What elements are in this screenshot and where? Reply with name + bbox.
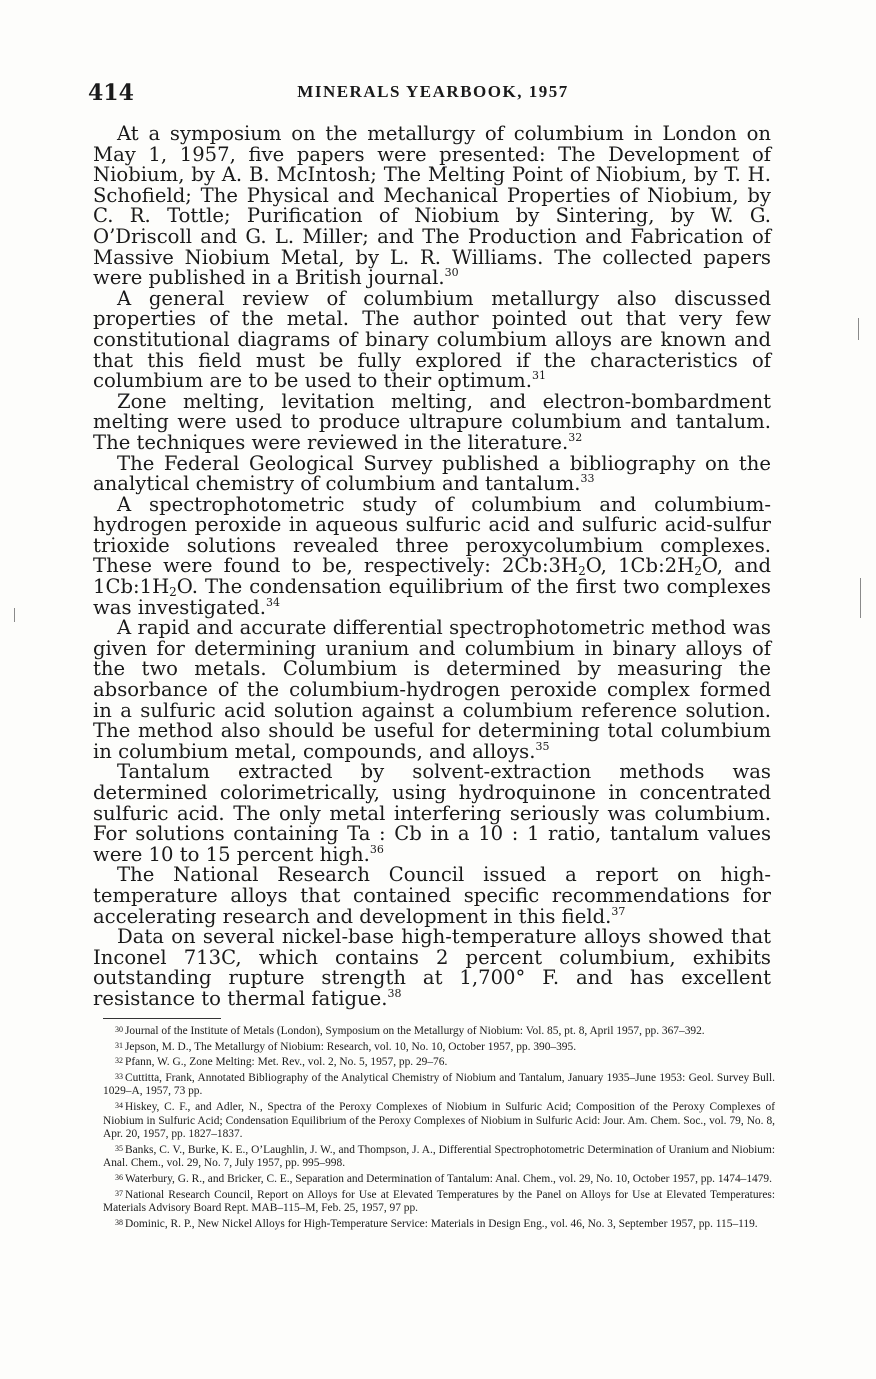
- paragraph-text: The Federal Geological Survey published a bibliography on the analytical chemistry of columbium and tantalum.: [93, 451, 771, 496]
- body-text: [93, 124, 771, 1010]
- paragraph-text: Data on several nickel-base high-temperature alloys showed that Inconel 713C, which contains 2 percent columbium, exhibits outstanding rupture strength at 1,700° F. and has excellent resistance to thermal fatigue.: [93, 925, 771, 1010]
- footnote-text: Pfann, W. G., Zone Melting: Met. Rev., vol. 2, No. 5, 1957, pp. 29–76.: [125, 1056, 448, 1069]
- chemical-formula: $1Cb:1H_2O$.: [93, 575, 198, 600]
- footnote-number: 31: [115, 1040, 123, 1050]
- footnote-ref: 33: [580, 472, 595, 486]
- footnote-number: 30: [115, 1025, 123, 1034]
- footnote: [103, 1187, 775, 1216]
- footnote-number: 34: [115, 1100, 123, 1110]
- footnote: [103, 1054, 775, 1070]
- footnote-text: Banks, C. V., Burke, K. E., O’Laughlin, J. W., and Thompson, J. A., Differential Spectrophotometric Determination of Uranium and Niobium: Anal. Chem., vol. 29, No. 7, July 1957, pp. 995–998.: [103, 1143, 775, 1170]
- footnote-number: 37: [115, 1188, 123, 1198]
- running-head: MINERALS YEARBOOK, 1957: [297, 82, 569, 101]
- paragraph: [93, 618, 771, 762]
- footnote: [103, 1216, 775, 1232]
- paragraph-text: The National Research Council issued a report on high-temperature alloys that contained specific recommendations for accelerating research and development in this field.: [93, 863, 771, 928]
- scan-mark: [858, 318, 859, 340]
- paragraph: [93, 927, 771, 1009]
- footnote-number: 32: [115, 1056, 123, 1066]
- paragraph-text: Tantalum extracted by solvent-extraction methods was determined colorimetrically, using hydroquinone in concentrated sulfuric acid. The only metal interfering seriously was columbium. For solutions containing Ta : Cb in a 10 : 1 ratio, tantalum values were 10 to 15 percent high.: [93, 760, 771, 866]
- footnote-text: Dominic, R. P., New Nickel Alloys for High-Temperature Service: Materials in Design Eng., vol. 46, No. 3, September 1957, pp. 115–119.: [125, 1217, 758, 1230]
- paragraph-text: At a symposium on the metallurgy of columbium in London on May 1, 1957, five papers were presented: The Development of Niobium, by A. B. McIntosh; The Melting Point of Niobium, by T. H. Schofield; The Physical and Mechanical Properties of Niobium, by C. R. Tottle; Purification of Niobium by Sintering, by W. G. O’Driscoll and G. L. Miller; and The Production and Fabrication of Massive Niobium Metal, by L. R. Williams. The collected papers were published in a British journal.: [93, 122, 771, 290]
- chemical-formula: $1Cb:2H_2O$, and: [618, 554, 772, 579]
- footnote-ref: 30: [444, 266, 459, 280]
- paragraph: [93, 762, 771, 865]
- footnote-text: Hiskey, C. F., and Adler, N., Spectra of the Peroxy Complexes of Niobium in Sulfuric Acid; Composition of the Peroxy Complexes of Niobium in Sulfuric Acid; Condensation Equilibrium of the Peroxy Complexes of Niobium in Sulfuric Acid: Jour. Am. Chem. Soc., vol. 79, No. 8, Apr. 20, 1957, pp. 1827–1837.: [103, 1100, 775, 1141]
- paragraph-text: Zone melting, levitation melting, and electron-bombardment melting were used to produce ultrapure columbium and tantalum. The techniques were reviewed in the literature.: [93, 389, 771, 454]
- footnote-number: 35: [115, 1143, 123, 1153]
- paragraph: [93, 451, 771, 496]
- footnote-ref: 31: [531, 369, 546, 383]
- paragraph-text: The condensation equilibrium of the first two complexes was investigated.: [93, 575, 771, 619]
- paragraph: [93, 124, 771, 289]
- footnote-ref: 38: [387, 986, 402, 1000]
- footnote-ref: 32: [568, 430, 583, 444]
- footnotes: [103, 1023, 775, 1231]
- footnote: [103, 1099, 775, 1142]
- scan-mark: [860, 578, 861, 618]
- paragraph-text: A spectrophotometric study of columbium and columbium-hydrogen peroxide in aqueous sulfuric acid and sulfuric acid-sulfur trioxide solutions revealed three peroxycolumbium complexes. These were found to be, respectively:: [93, 492, 771, 578]
- footnote: [103, 1142, 775, 1171]
- page-header: [88, 78, 778, 112]
- footnote-ref: 34: [265, 595, 280, 609]
- footnote: [103, 1039, 775, 1055]
- footnote-number: 36: [115, 1172, 123, 1182]
- footnote-text: Waterbury, G. R., and Bricker, C. E., Separation and Determination of Tantalum: Anal. Chem., vol. 29, No. 10, October 1957, pp. 1474–1479.: [125, 1172, 772, 1185]
- page-number: 414: [88, 80, 134, 106]
- paragraph-text: A rapid and accurate differential spectrophotometric method was given for determining uranium and columbium in binary alloys of the two metals. Columbium is determined by measuring the absorbance of the columbium-hydrogen peroxide complex formed in a sulfuric acid solution against a columbium reference solution. The method also should be useful for determining total columbium in columbium metal, compounds, and alloys.: [93, 616, 771, 763]
- footnote-ref: 37: [611, 904, 626, 918]
- footnote-text: Cuttitta, Frank, Annotated Bibliography of the Analytical Chemistry of Niobium and Tantalum, January 1935–June 1953: Geol. Survey Bull. 1029–A, 1957, 73 pp.: [103, 1071, 775, 1098]
- footnote-text: Jepson, M. D., The Metallurgy of Niobium: Research, vol. 10, No. 10, October 1957, pp. 390–395.: [125, 1040, 577, 1053]
- scan-mark: [14, 608, 15, 622]
- footnote-text: Journal of the Institute of Metals (London), Symposium on the Metallurgy of Niobium: Vol. 85, pt. 8, April 1957, pp. 367–392.: [125, 1025, 705, 1037]
- footnote: [103, 1070, 775, 1099]
- chemical-formula: $2Cb:3H_2O$,: [501, 554, 619, 579]
- footnote-ref: 35: [535, 739, 550, 753]
- footnote-divider: [103, 1018, 221, 1019]
- paragraph: [93, 865, 771, 927]
- paragraph: [93, 389, 771, 454]
- paragraph-text: A general review of columbium metallurgy also discussed properties of the metal. The author pointed out that very few constitutional diagrams of binary columbium alloys are known and that this field must be fully explored if the characteristics of columbium are to be used to their optimum.: [93, 286, 771, 393]
- paragraph: [93, 492, 772, 619]
- footnote-number: 33: [115, 1071, 123, 1081]
- footnote: [103, 1023, 775, 1039]
- paragraph: [93, 286, 771, 393]
- footnote-ref: 36: [369, 842, 384, 856]
- footnote: [103, 1171, 775, 1187]
- footnote-text: National Research Council, Report on Alloys for Use at Elevated Temperatures by the Panel on Alloys for Use at Elevated Temperatures: Materials Advisory Board Rept. MAB–115–M, Feb. 25, 1957, 97 pp.: [103, 1188, 775, 1215]
- footnote-number: 38: [115, 1217, 123, 1227]
